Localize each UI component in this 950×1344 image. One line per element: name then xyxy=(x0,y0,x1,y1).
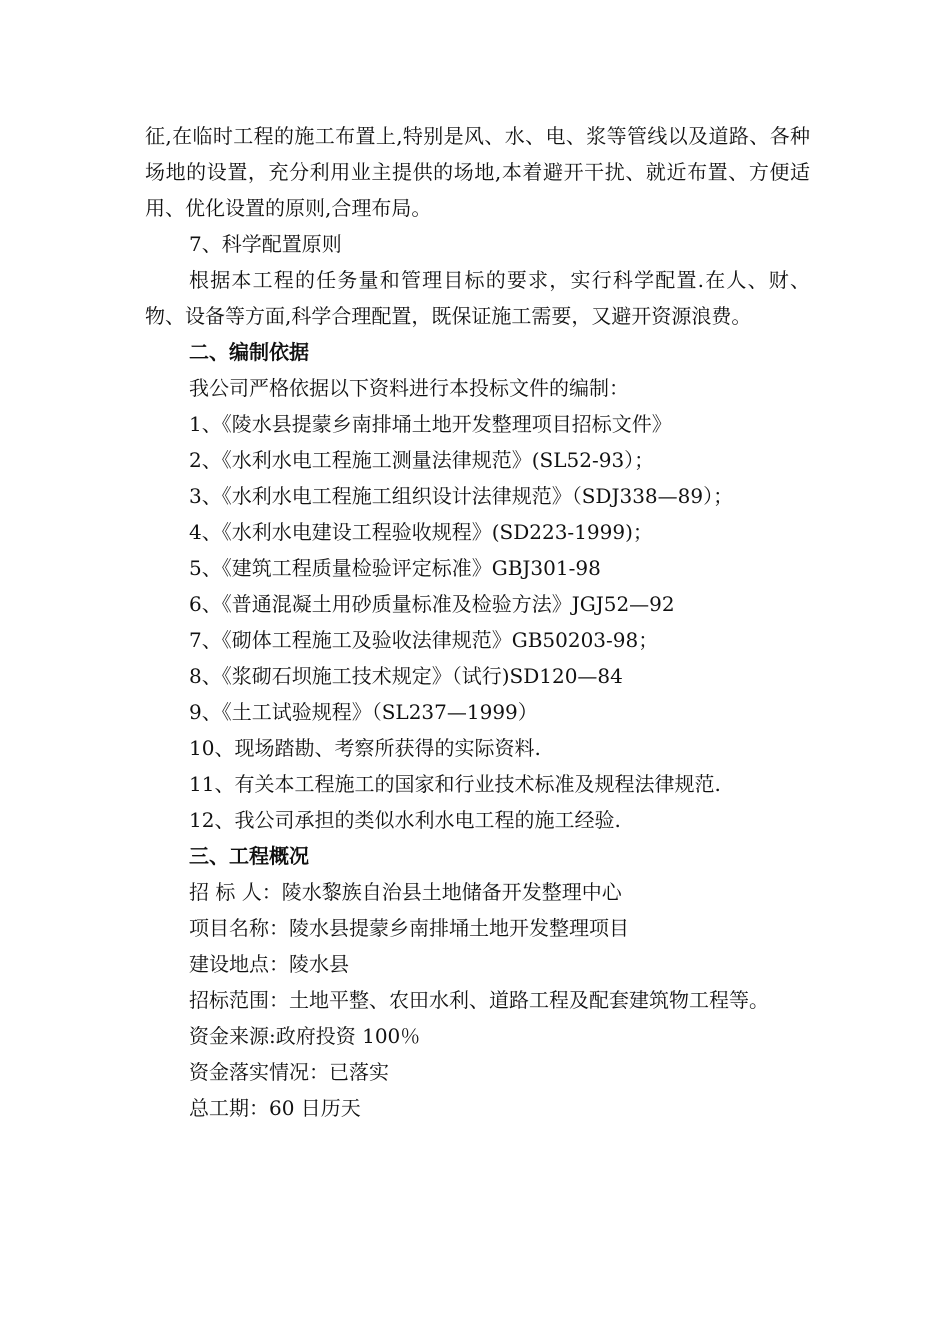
list-item: 12、我公司承担的类似水利水电工程的施工经验. xyxy=(189,808,621,832)
list-item: 6、《普通混凝土用砂质量标准及检验方法》JGJ52—92 xyxy=(189,592,675,616)
list-item: 10、现场踏勘、考察所获得的实际资料. xyxy=(189,736,541,760)
list-item: 2、《水利水电工程施工测量法律规范》(SL52-93）； xyxy=(189,448,655,472)
document-body xyxy=(145,118,810,1126)
basis-list xyxy=(145,406,810,838)
overview-project-name: 项目名称：陵水县提蒙乡南排埇土地开发整理项目 xyxy=(189,916,629,940)
list-item: 5、《建筑工程质量检验评定标准》GBJ301-98 xyxy=(189,556,601,580)
list-item: 9、《土工试验规程》（SL237—1999） xyxy=(189,700,538,724)
section2-heading: 二、编制依据 xyxy=(189,340,309,364)
item7-body: 根据本工程的任务量和管理目标的要求，实行科学配置.在人、财、物、设备等方面,科学合理配置，既保证施工需要，又避开资源浪费。 xyxy=(145,268,810,328)
overview-scope: 招标范围：土地平整、农田水利、道路工程及配套建筑物工程等。 xyxy=(189,988,769,1012)
item7-title: 7、科学配置原则 xyxy=(189,232,342,256)
list-item: 3、《水利水电工程施工组织设计法律规范》（SDJ338—89）； xyxy=(189,484,734,508)
overview-location: 建设地点：陵水县 xyxy=(189,952,349,976)
section2-intro: 我公司严格依据以下资料进行本投标文件的编制： xyxy=(189,376,629,400)
list-item: 11、有关本工程施工的国家和行业技术标准及规程法律规范. xyxy=(189,772,721,796)
intro-paragraph: 征,在临时工程的施工布置上,特别是风、水、电、浆等管线以及道路、各种场地的设置，充分利用业主提供的场地,本着避开干扰、就近布置、方便适用、优化设置的原则,合理布局。 xyxy=(145,124,810,220)
list-item: 8、《浆砌石坝施工技术规定》（试行)SD120—84 xyxy=(189,664,623,688)
overview-duration: 总工期：60 日历天 xyxy=(189,1096,361,1120)
overview-funding-source: 资金来源:政府投资 100％ xyxy=(189,1024,421,1048)
list-item: 4、《水利水电建设工程验收规程》(SD223-1999)； xyxy=(189,520,653,544)
list-item: 1、《陵水县提蒙乡南排埇土地开发整理项目招标文件》 xyxy=(189,412,672,436)
section3-heading: 三、工程概况 xyxy=(189,844,309,868)
overview-tenderer: 招 标 人：陵水黎族自治县土地储备开发整理中心 xyxy=(189,880,622,904)
overview-funding-status: 资金落实情况：已落实 xyxy=(189,1060,389,1084)
list-item: 7、《砌体工程施工及验收法律规范》GB50203-98； xyxy=(189,628,659,652)
